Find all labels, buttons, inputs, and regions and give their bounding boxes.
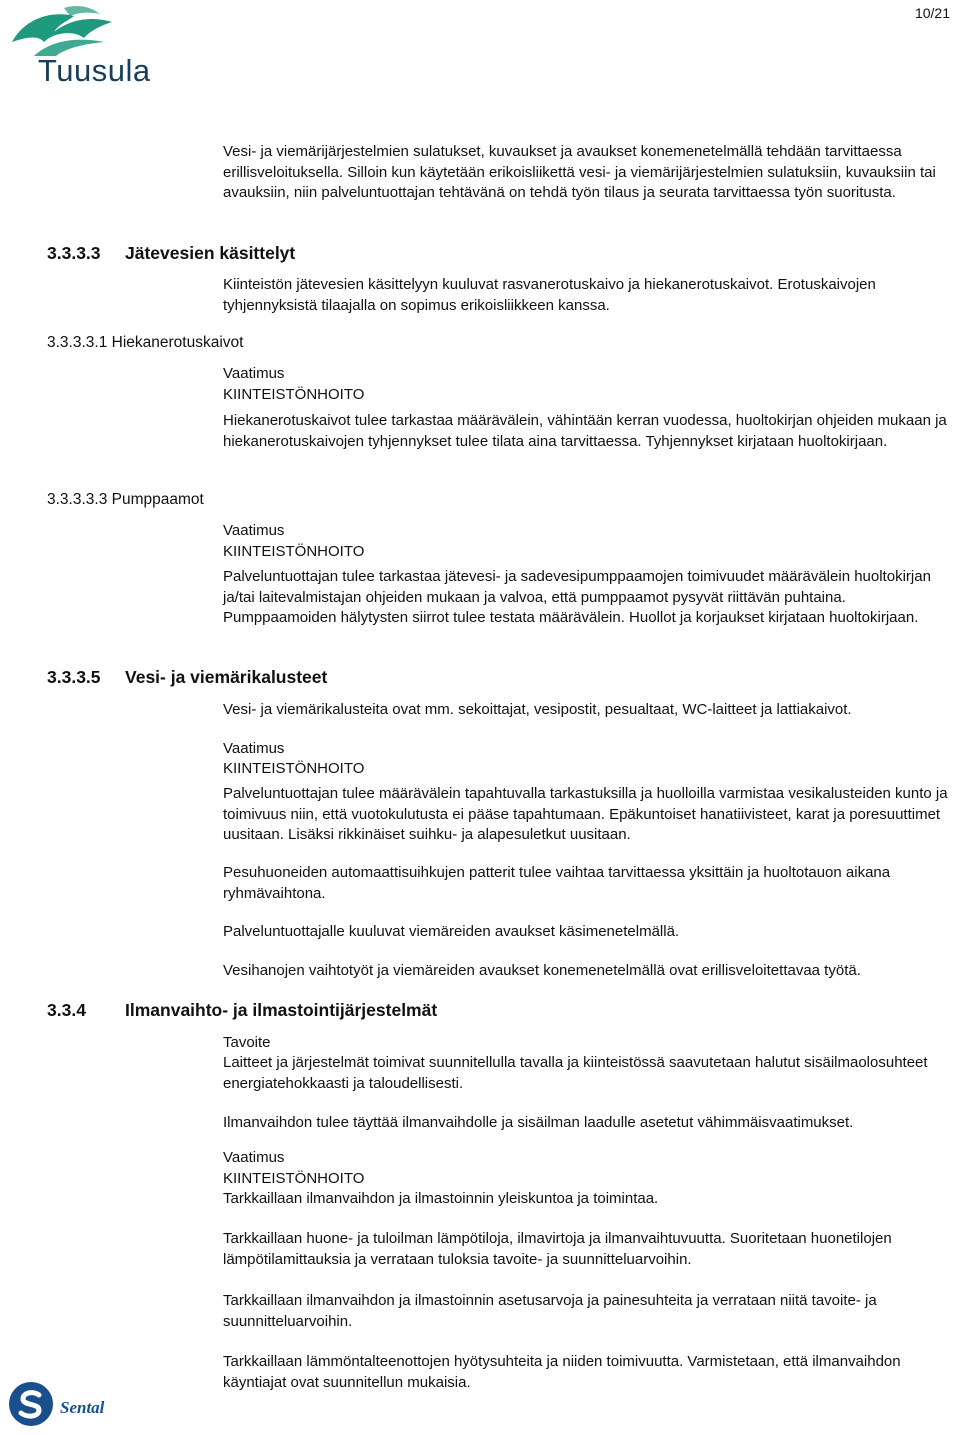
paragraph: Pesuhuoneiden automaattisuihkujen patterit tulee vaihtaa tarvittaessa yksittäin ja huoltotauon aikana ryhmävaihtona. [223, 864, 891, 902]
section-title: Ilmanvaihto- ja ilmastointijärjestelmät [125, 1000, 438, 1020]
responsibility-label: KIINTEISTÖNHOITO [223, 543, 365, 560]
section-number: 3.3.4 [47, 1000, 86, 1020]
responsibility-label: KIINTEISTÖNHOITO [223, 386, 365, 403]
intro-paragraph: Vesi- ja viemärijärjestelmien sulatukset, kuvaukset ja avaukset konemenetelmällä tehdään tarvittaessa erillisveloituksella. Silloin kun käytetään erikoisliikettä vesi- ja viemärijärjestelmien sulatuksiin, kuvauksiin tai avauksiin, niin palveluntuottajan tehtävänä on tehdä työn tilaus ja seurata tarvittaessa työn suoritusta. [223, 143, 936, 201]
paragraph: Vesihanojen vaihtotyöt ja viemäreiden avaukset konemenetelmällä ovat erillisveloitettavaa työtä. [223, 962, 861, 979]
paragraph: Palveluntuottajalle kuuluvat viemäreiden avaukset käsimenetelmällä. [223, 923, 680, 940]
requirement-label: Vaatimus [223, 522, 285, 539]
responsibility-label: KIINTEISTÖNHOITO [223, 1170, 365, 1187]
sental-s-icon [8, 1381, 54, 1427]
paragraph: Tarkkaillaan ilmanvaihdon ja ilmastoinnin yleiskuntoa ja toimintaa. [223, 1190, 659, 1207]
paragraph: Palveluntuottajan tulee tarkastaa jätevesi- ja sadevesipumppaamojen toimivuudet määrävälein huoltokirjan ja/tai laitevalmistajan ohjeiden mukaan ja valvoa, että pumppaamot pysyvät riittävän puhtaina. Pumppaamoiden hälytysten siirrot tulee testata määrävälein. Huollot ja korjaukset kirjataan huoltokirjaan. [223, 568, 931, 626]
tuusula-logo [4, 2, 154, 86]
paragraph: Palveluntuottajan tulee määrävälein tapahtuvalla tarkastuksilla ja huolloilla varmistaa vesikalusteiden kunto ja toimivuus niin, että vuotokulutusta ei pääse tapahtumaan. Epäkuntoiset hanatiivisteet, karat ja poresuuttimet uusitaan. Lisäksi rikkinäiset suihku- ja alapesuletkut uusitaan. [223, 785, 948, 843]
paragraph: Tarkkaillaan ilmanvaihdon ja ilmastoinnin asetusarvoja ja painesuhteita ja verrataan niitä tavoite- ja suunnitteluarvoihin. [223, 1292, 877, 1330]
page-number: 10/21 [914, 5, 950, 21]
section-title: Vesi- ja viemärikalusteet [125, 667, 328, 687]
section-number: 3.3.3.3 [47, 243, 101, 263]
paragraph: Tarkkaillaan huone- ja tuloilman lämpötiloja, ilmavirtoja ja ilmanvaihtuvuutta. Suoritetaan huonetilojen lämpötilamittauksia ja verrataan tuloksia tavoite- ja suunnitteluarvoihin. [223, 1230, 892, 1268]
section-heading-3333 [47, 242, 295, 264]
paragraph: Laitteet ja järjestelmät toimivat suunnitellulla tavalla ja kiinteistössä saavutetaan halutut sisäilmaolosuhteet energiatehokkaasti ja taloudellisesti. [223, 1054, 928, 1092]
goal-label: Tavoite [223, 1034, 271, 1051]
logo-text: Tuusula [38, 53, 151, 88]
requirement-label: Vaatimus [223, 1149, 285, 1166]
paragraph: Kiinteistön jätevesien käsittelyyn kuuluvat rasvanerotuskaivo ja hiekanerotuskaivot. Erotuskaivojen tyhjennyksistä tilaajalla on sopimus erikoisliikkeen kanssa. [223, 276, 876, 314]
section-heading-3335 [47, 666, 327, 688]
subsection-heading-33333: 3.3.3.3.3 Pumppaamot [47, 491, 204, 508]
subsection-heading-33331: 3.3.3.3.1 Hiekanerotuskaivot [47, 334, 244, 351]
sental-logo [8, 1381, 128, 1431]
paragraph: Vesi- ja viemärikalusteita ovat mm. sekoittajat, vesipostit, pesualtaat, WC-laitteet ja lattiakaivot. [223, 701, 852, 718]
paragraph: Ilmanvaihdon tulee täyttää ilmanvaihdolle ja sisäilman laadulle asetetut vähimmäisvaatimukset. [223, 1114, 854, 1131]
section-heading-334 [47, 999, 437, 1021]
section-title: Jätevesien käsittelyt [125, 243, 296, 263]
requirement-label: Vaatimus [223, 365, 285, 382]
requirement-label: Vaatimus [223, 740, 285, 757]
paragraph: Tarkkaillaan lämmöntalteenottojen hyötysuhteita ja niiden toimivuutta. Varmistetaan, että ilmanvaihdon käyntiajat ovat suunnitellun mukaisia. [223, 1353, 901, 1391]
paragraph: Hiekanerotuskaivot tulee tarkastaa määrävälein, vähintään kerran vuodessa, huoltokirjan ohjeiden mukaan ja hiekanerotuskaivojen tyhjennykset tulee tilata aina tarvittaessa. Tyhjennykset kirjataan huoltokirjaan. [223, 412, 947, 450]
section-number: 3.3.3.5 [47, 667, 101, 687]
responsibility-label: KIINTEISTÖNHOITO [223, 760, 365, 777]
sental-logo-text: Sental [60, 1398, 105, 1417]
